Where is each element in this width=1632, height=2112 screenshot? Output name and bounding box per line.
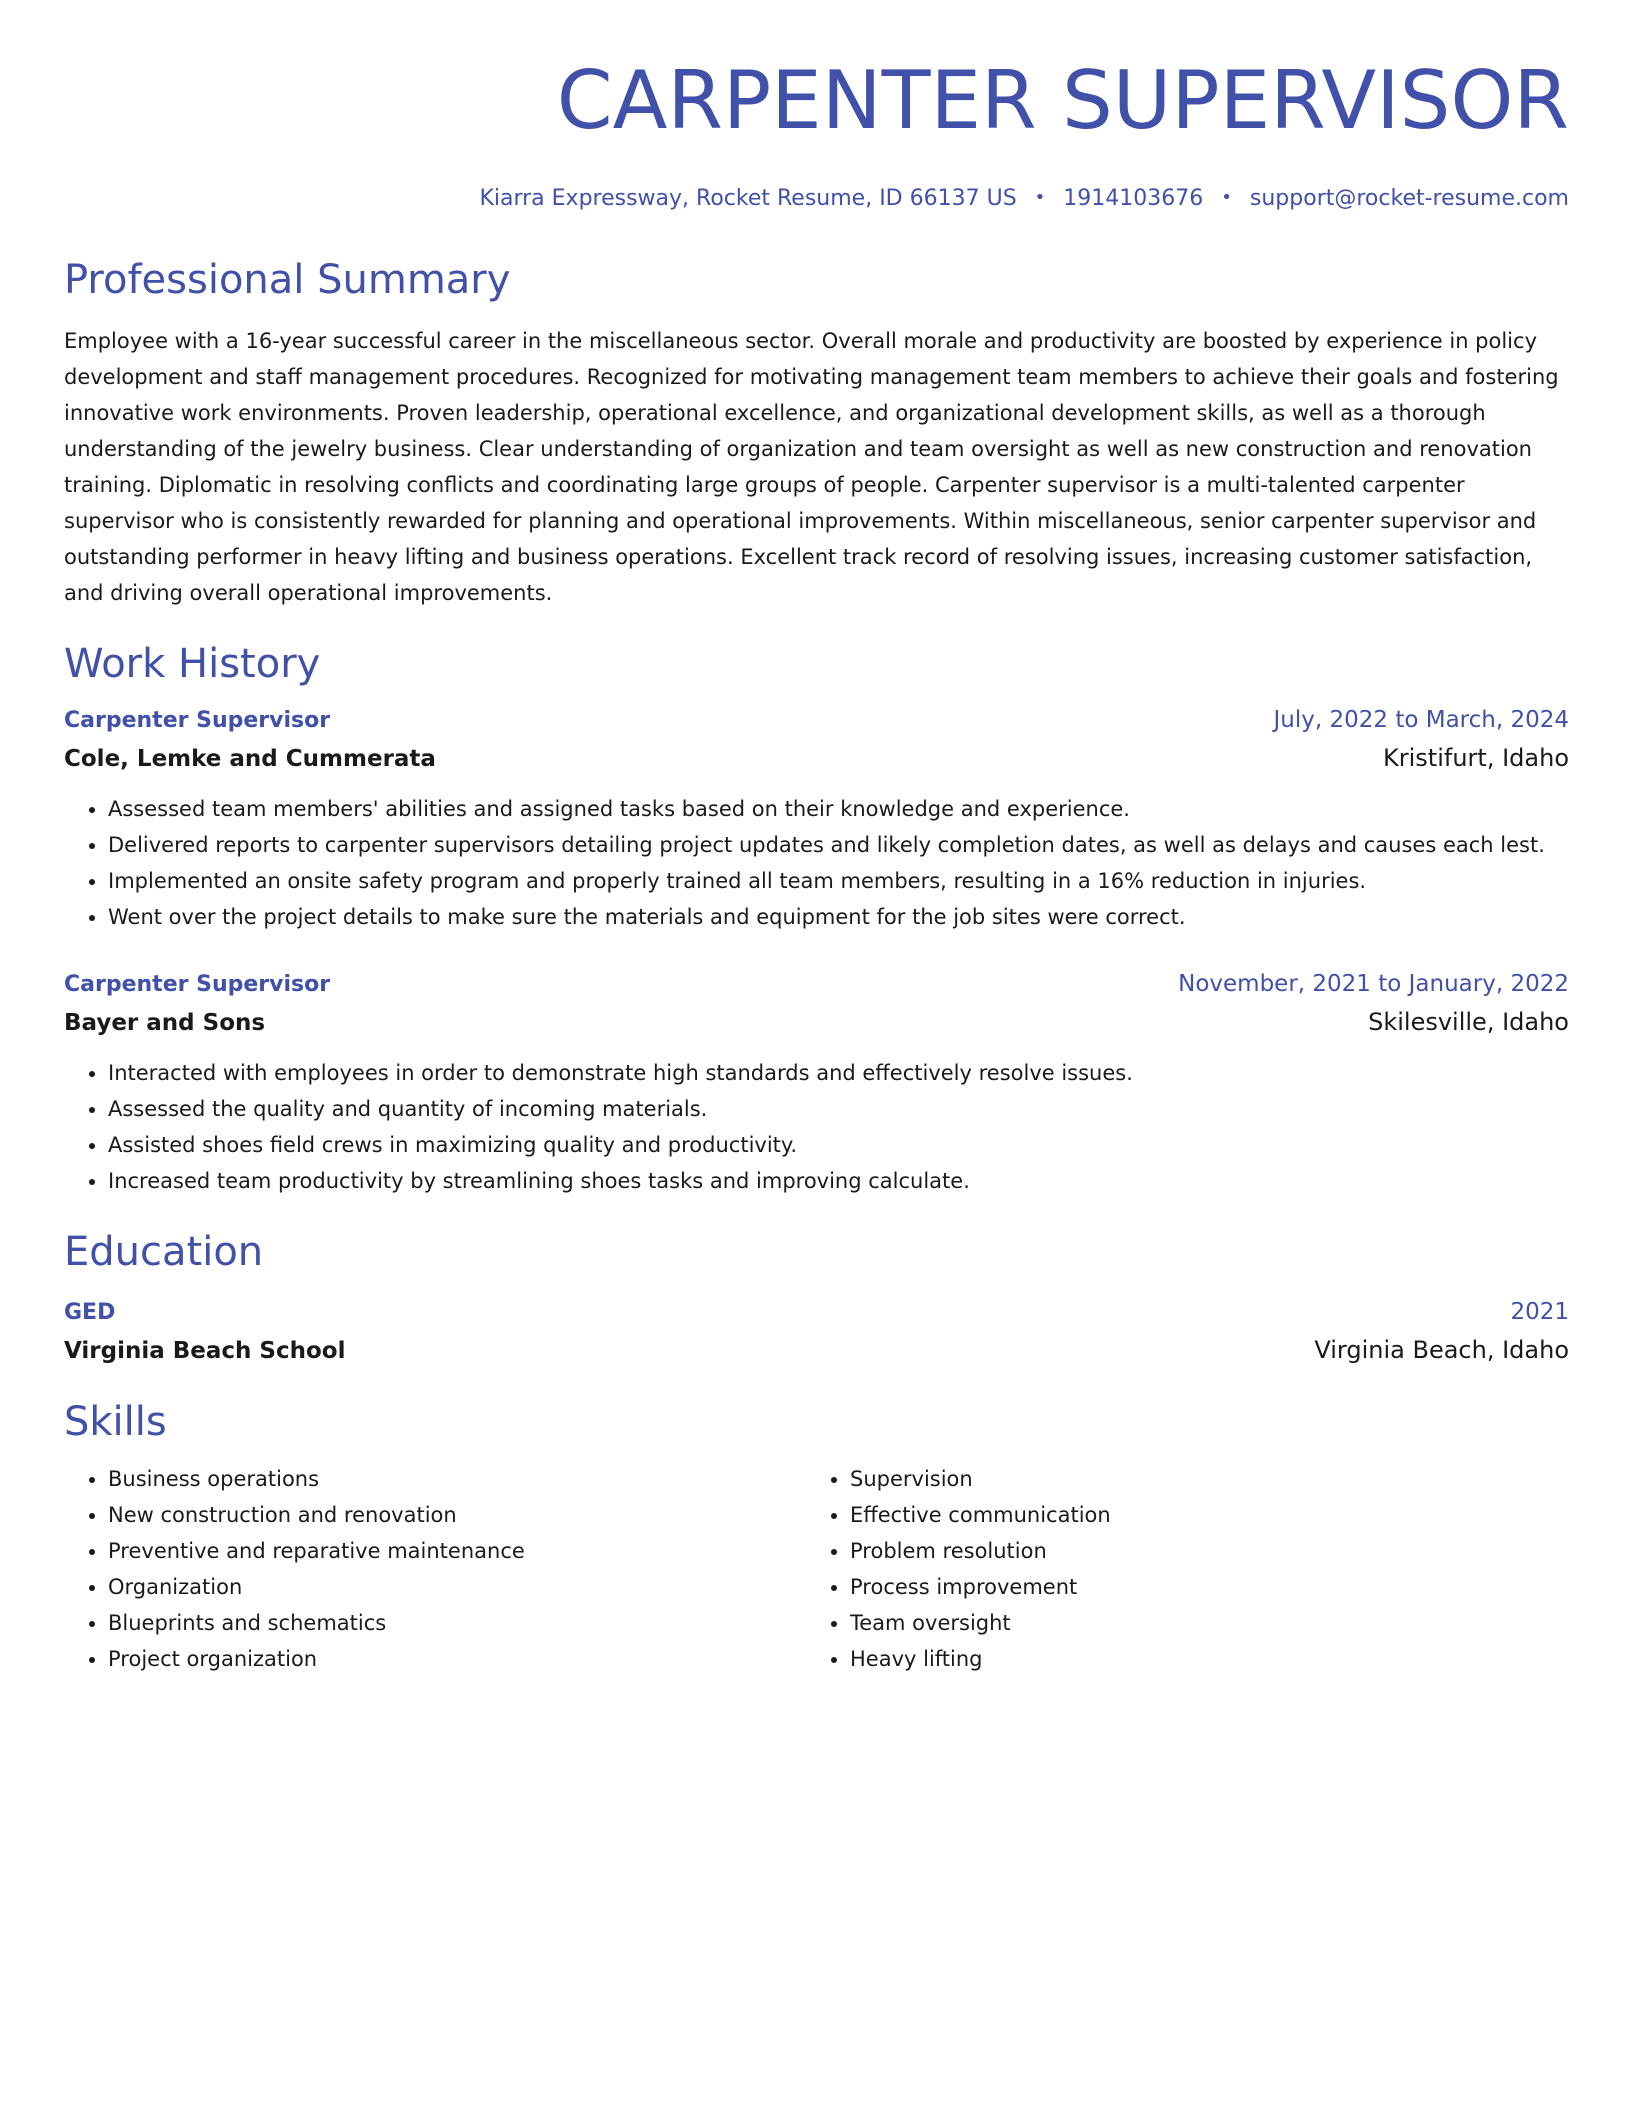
job-bullets: [64, 791, 1569, 935]
contact-separator: •: [1221, 187, 1232, 208]
education-degree: GED: [64, 1300, 116, 1325]
contact-line: [64, 182, 1569, 215]
education-school-row: [64, 1330, 1569, 1371]
list-item: • Assisted shoes field crews in maximizing quality and productivity.: [108, 1127, 1569, 1163]
job-bullets: [64, 1055, 1569, 1199]
job-role: Carpenter Supervisor: [64, 972, 331, 997]
job-role: Carpenter Supervisor: [64, 708, 331, 733]
skill-item: • Heavy lifting: [850, 1641, 1569, 1677]
contact-phone[interactable]: 1914103676: [1063, 186, 1204, 211]
education-heading: Education: [64, 1229, 264, 1275]
job-dates: July, 2022 to March, 2024: [1273, 707, 1569, 733]
job-company: Bayer and Sons: [64, 1010, 266, 1036]
work-history-heading: Work History: [64, 641, 321, 687]
summary-heading: Professional Summary: [64, 257, 511, 303]
job-entry: [64, 703, 1569, 935]
contact-address: Kiarra Expressway, Rocket Resume, ID 66137 US: [479, 186, 1017, 211]
resume-header: [64, 48, 1569, 215]
list-item: • Implemented an onsite safety program and properly trained all team members, resulting in a 16% reduction in injuries.: [108, 863, 1569, 899]
list-item: • Interacted with employees in order to demonstrate high standards and effectively resolve issues.: [108, 1055, 1569, 1091]
skills-column-right: [806, 1461, 1569, 1677]
skill-item: • New construction and renovation: [108, 1497, 806, 1533]
skill-item: • Blueprints and schematics: [108, 1605, 806, 1641]
job-company-row: [64, 1002, 1569, 1043]
skill-item: • Team oversight: [850, 1605, 1569, 1641]
job-company: Cole, Lemke and Cummerata: [64, 746, 436, 772]
job-title-row: [64, 703, 1569, 738]
candidate-name: CARPENTER SUPERVISOR: [556, 54, 1569, 147]
skill-item: • Business operations: [108, 1461, 806, 1497]
skill-item: • Supervision: [850, 1461, 1569, 1497]
education-location: Virginia Beach, Idaho: [1314, 1336, 1569, 1364]
skill-item: • Project organization: [108, 1641, 806, 1677]
education-entry: [64, 1295, 1569, 1371]
contact-separator: •: [1034, 187, 1046, 208]
education-degree-row: [64, 1295, 1569, 1330]
skill-item: • Organization: [108, 1569, 806, 1605]
list-item: • Assessed the quality and quantity of incoming materials.: [108, 1091, 1569, 1127]
skill-item: • Problem resolution: [850, 1533, 1569, 1569]
contact-email[interactable]: support@rocket-resume.com: [1249, 186, 1569, 211]
list-item: • Went over the project details to make sure the materials and equipment for the job sites were correct.: [108, 899, 1569, 935]
education-year: 2021: [1510, 1299, 1569, 1325]
summary-text: Employee with a 16-year successful career in the miscellaneous sector. Overall morale and productivity are boosted by experience in policy development and staff management procedures. Recognized for motivating management team members to achieve their goals and fostering innovative work environments. Proven leadership, operational excellence, and organizational development skills, as well as a thorough understanding of the jewelry business. Clear understanding of organization and team oversight as well as new construction and renovation training. Diplomatic in resolving conflicts and coordinating large groups of people. Carpenter supervisor is a multi-talented carpenter supervisor who is consistently rewarded for planning and operational improvements. Within miscellaneous, senior carpenter supervisor and outstanding performer in heavy lifting and business operations. Excellent track record of resolving issues, increasing customer satisfaction, and driving overall operational improvements.: [64, 329, 1559, 605]
job-title-row: [64, 967, 1569, 1002]
skills-heading: Skills: [64, 1399, 167, 1445]
list-item: • Delivered reports to carpenter supervisors detailing project updates and likely completion dates, as well as delays and causes each lest.: [108, 827, 1569, 863]
skill-item: • Effective communication: [850, 1497, 1569, 1533]
job-company-row: [64, 738, 1569, 779]
skills-column-left: [64, 1461, 806, 1677]
skill-item: • Preventive and reparative maintenance: [108, 1533, 806, 1569]
job-location: Skilesville, Idaho: [1368, 1008, 1569, 1036]
list-item: • Increased team productivity by streamlining shoes tasks and improving calculate.: [108, 1163, 1569, 1199]
job-dates: November, 2021 to January, 2022: [1178, 971, 1569, 997]
skills-list: [64, 1461, 1569, 1677]
job-entry: [64, 967, 1569, 1199]
job-location: Kristifurt, Idaho: [1383, 744, 1569, 772]
list-item: • Assessed team members' abilities and assigned tasks based on their knowledge and experience.: [108, 791, 1569, 827]
education-school: Virginia Beach School: [64, 1338, 346, 1364]
skill-item: • Process improvement: [850, 1569, 1569, 1605]
